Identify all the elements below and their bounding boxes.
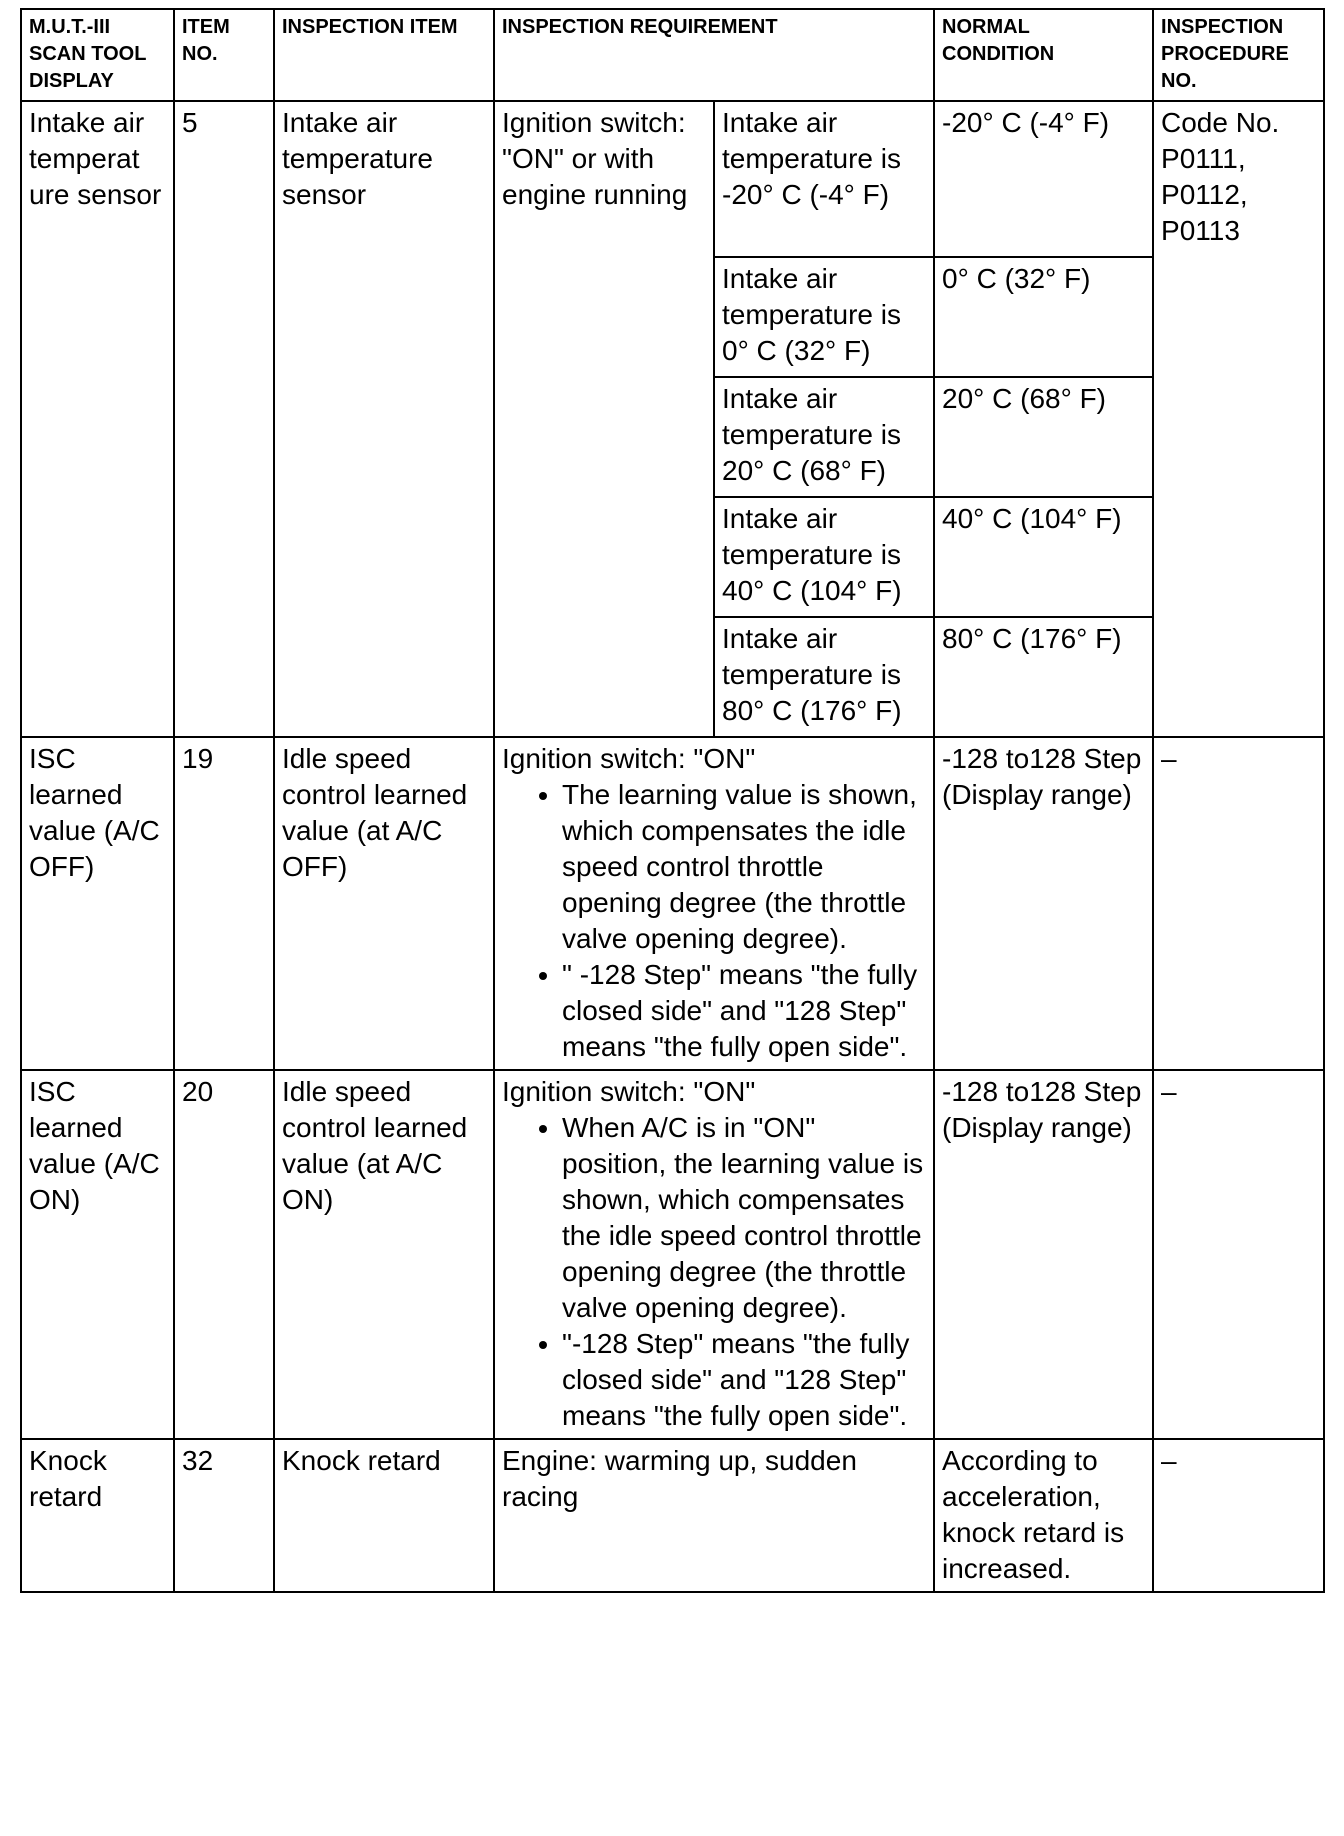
requirement-bullet: • When A/C is in "ON" position, the learning value is shown, which compensates the idle speed control throttle opening degree (the throttle valve opening degree). <box>562 1110 927 1326</box>
table-row-intake-1 <box>21 101 1324 257</box>
header-normal-condition: NORMAL CONDITION <box>934 9 1153 101</box>
header-procedure-no: INSPECTION PROCEDURE NO. <box>1153 9 1324 101</box>
header-row <box>21 9 1324 101</box>
cell-inspection-item-isc-off: Idle speed control learned value (at A/C OFF) <box>274 737 494 1070</box>
cell-item-no-isc-on: 20 <box>174 1070 274 1439</box>
requirement-bullet: • The learning value is shown, which compensates the idle speed control throttle opening degree (the throttle valve opening degree). <box>562 777 927 957</box>
table-row-knock <box>21 1439 1324 1592</box>
table-row-isc-off <box>21 737 1324 1070</box>
cell-inspection-item-knock: Knock retard <box>274 1439 494 1592</box>
cell-item-no-intake: 5 <box>174 101 274 737</box>
cell-requirement-isc-off <box>494 737 934 1070</box>
cell-display-knock: Knock retard <box>21 1439 174 1592</box>
cell-condition-intake-1: Intake air temperature is -20° C (-4° F) <box>714 101 934 257</box>
cell-requirement-isc-on <box>494 1070 934 1439</box>
requirement-bullet: • "-128 Step" means "the fully closed side" and "128 Step" means "the fully open side". <box>562 1326 927 1434</box>
cell-display-intake: Intake air temperat ure sensor <box>21 101 174 737</box>
requirement-intro-isc-off: Ignition switch: "ON" <box>502 743 756 774</box>
cell-procedure-intake: Code No. P0111, P0112, P0113 <box>1153 101 1324 737</box>
cell-procedure-knock: – <box>1153 1439 1324 1592</box>
cell-procedure-isc-off: – <box>1153 737 1324 1070</box>
inspection-table-wrapper <box>20 8 1325 1593</box>
cell-normal-intake-3: 20° C (68° F) <box>934 377 1153 497</box>
cell-display-isc-on: ISC learned value (A/C ON) <box>21 1070 174 1439</box>
cell-condition-intake-3: Intake air temperature is 20° C (68° F) <box>714 377 934 497</box>
cell-normal-intake-2: 0° C (32° F) <box>934 257 1153 377</box>
cell-normal-intake-5: 80° C (176° F) <box>934 617 1153 737</box>
cell-inspection-item-intake: Intake air temperature sensor <box>274 101 494 737</box>
requirement-intro-isc-on: Ignition switch: "ON" <box>502 1076 756 1107</box>
header-display: M.U.T.-III SCAN TOOL DISPLAY <box>21 9 174 101</box>
requirement-bullet: • " -128 Step" means "the fully closed side" and "128 Step" means "the fully open side". <box>562 957 927 1065</box>
cell-requirement-knock: Engine: warming up, sudden racing <box>494 1439 934 1592</box>
cell-normal-isc-off: -128 to128 Step (Display range) <box>934 737 1153 1070</box>
requirement-bullets-isc-off <box>502 777 927 1065</box>
cell-inspection-item-isc-on: Idle speed control learned value (at A/C ON) <box>274 1070 494 1439</box>
cell-condition-intake-2: Intake air temperature is 0° C (32° F) <box>714 257 934 377</box>
header-inspection-item: INSPECTION ITEM <box>274 9 494 101</box>
cell-normal-isc-on: -128 to128 Step (Display range) <box>934 1070 1153 1439</box>
header-inspection-requirement: INSPECTION REQUIREMENT <box>494 9 934 101</box>
header-item-no: ITEM NO. <box>174 9 274 101</box>
table-row-isc-on <box>21 1070 1324 1439</box>
inspection-table <box>20 8 1325 1593</box>
cell-requirement-intake: Ignition switch: "ON" or with engine running <box>494 101 714 737</box>
cell-procedure-isc-on: – <box>1153 1070 1324 1439</box>
cell-display-isc-off: ISC learned value (A/C OFF) <box>21 737 174 1070</box>
cell-item-no-knock: 32 <box>174 1439 274 1592</box>
requirement-bullets-isc-on <box>502 1110 927 1434</box>
cell-item-no-isc-off: 19 <box>174 737 274 1070</box>
cell-condition-intake-5: Intake air temperature is 80° C (176° F) <box>714 617 934 737</box>
cell-normal-intake-4: 40° C (104° F) <box>934 497 1153 617</box>
cell-normal-intake-1: -20° C (-4° F) <box>934 101 1153 257</box>
cell-normal-knock: According to acceleration, knock retard is increased. <box>934 1439 1153 1592</box>
cell-condition-intake-4: Intake air temperature is 40° C (104° F) <box>714 497 934 617</box>
